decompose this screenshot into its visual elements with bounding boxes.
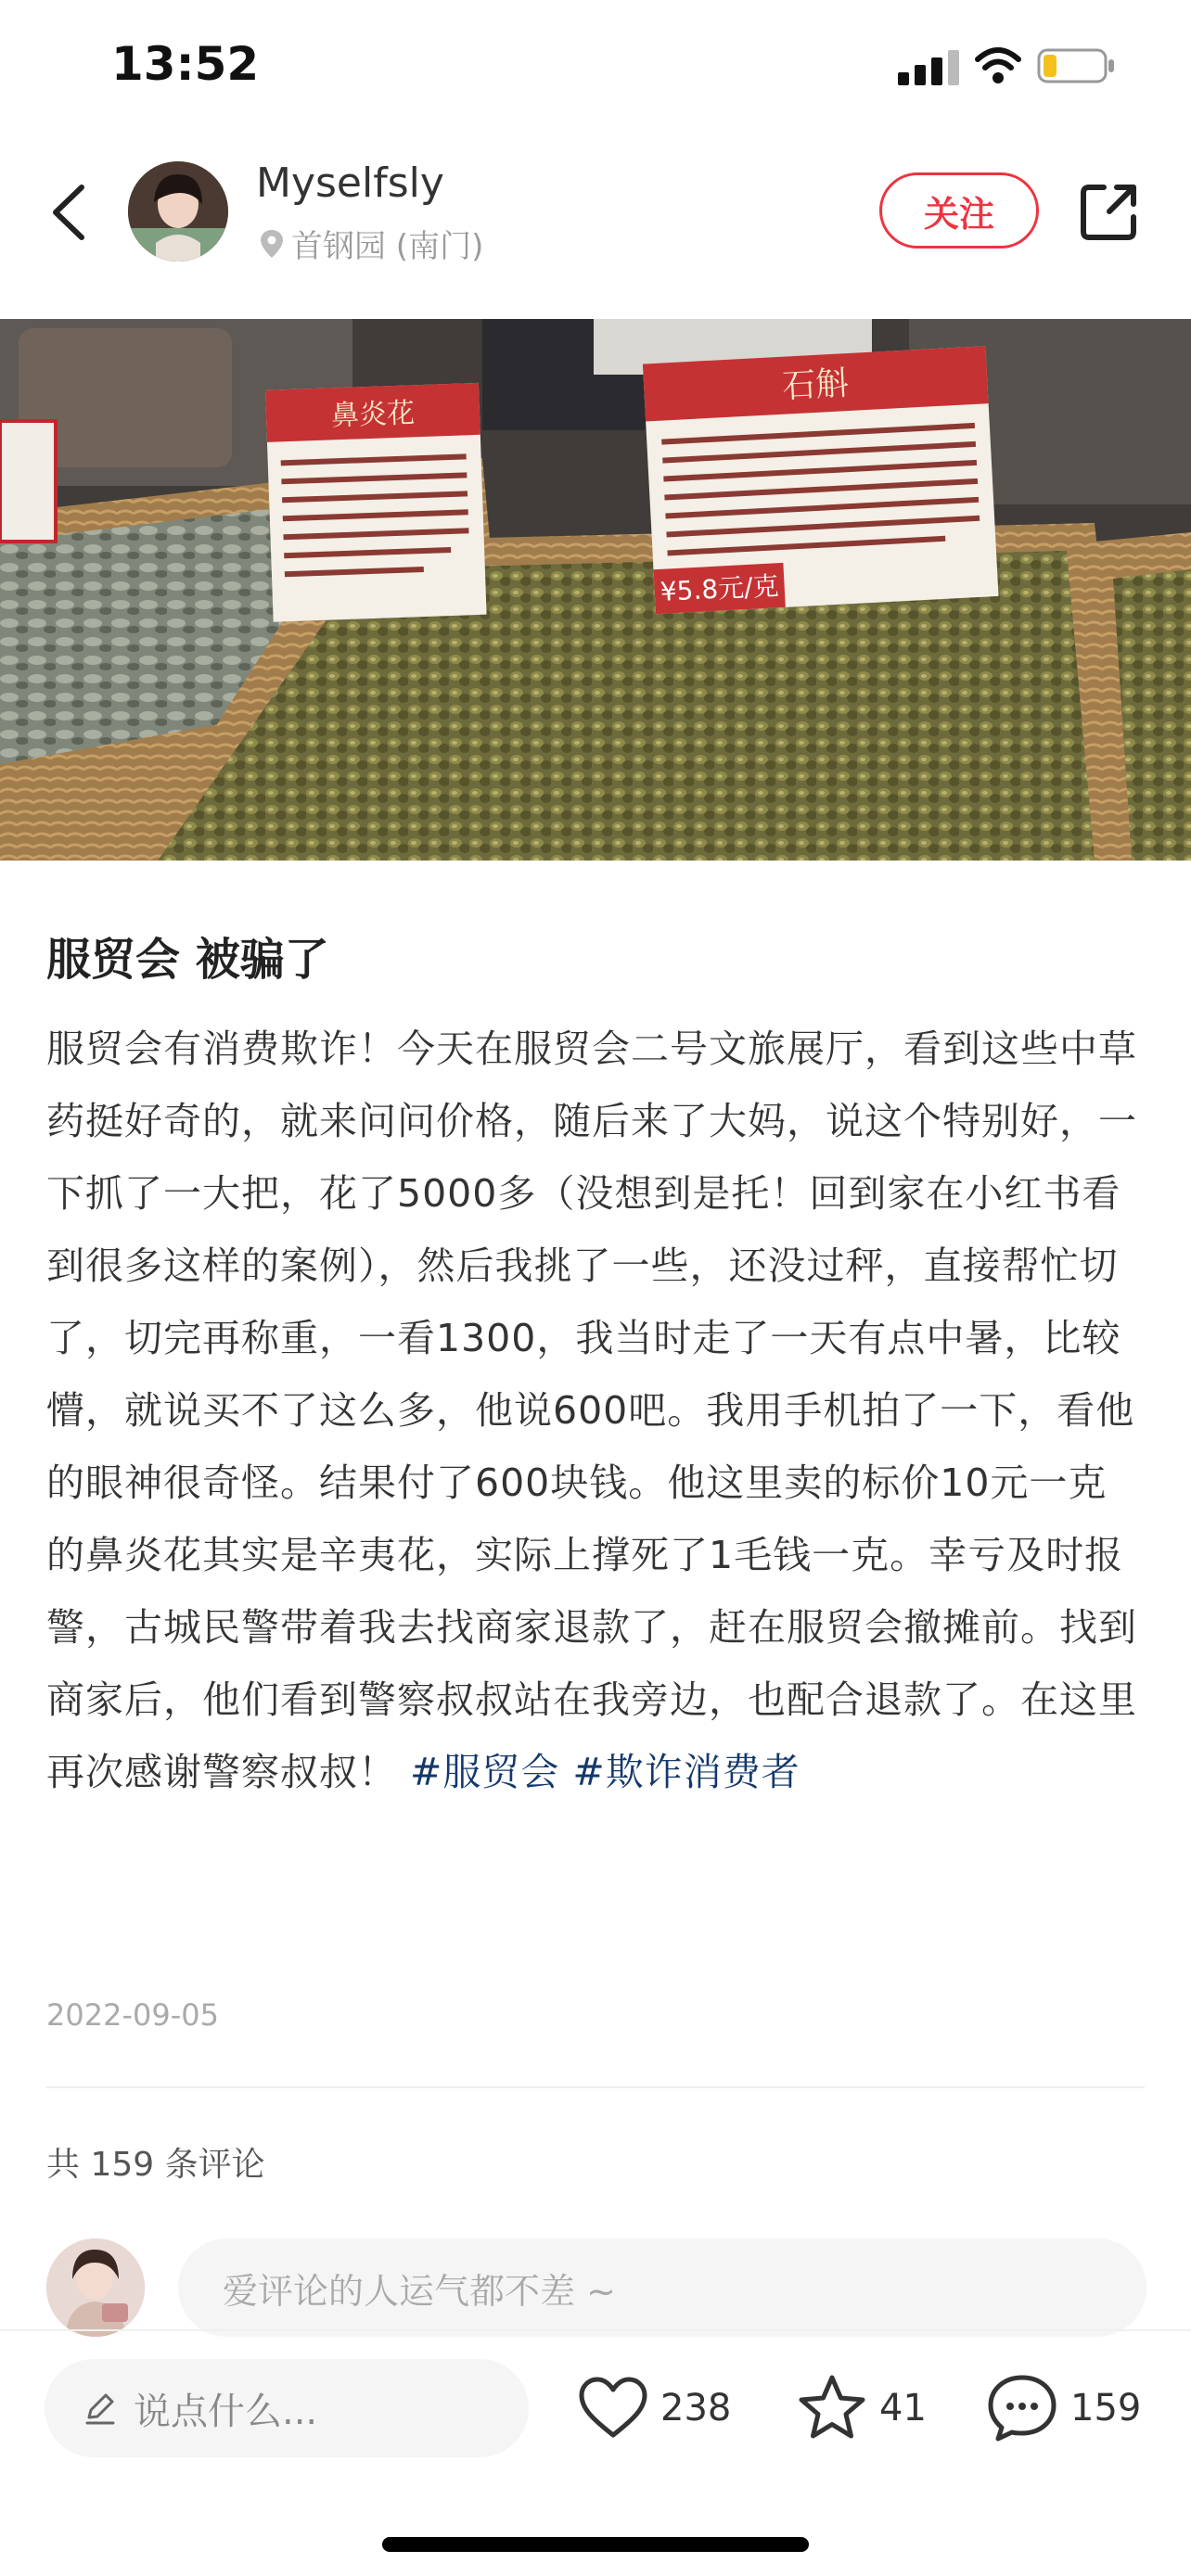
bottom-bar-divider xyxy=(0,2329,1191,2331)
star-icon xyxy=(796,2373,868,2443)
like-count: 238 xyxy=(660,2387,732,2429)
herbs-market-photo xyxy=(0,319,1191,861)
location-pin-icon xyxy=(258,228,286,260)
status-time: 13:52 xyxy=(111,37,260,91)
comment-button[interactable] xyxy=(985,2368,1141,2448)
sign-left-text: 鼻炎花 xyxy=(330,397,416,433)
hashtag-link[interactable]: #服贸会 xyxy=(410,1750,560,1794)
sign-right-text: 石斛 xyxy=(781,363,851,406)
avatar-image xyxy=(128,161,228,261)
heart-icon xyxy=(577,2376,649,2441)
author-avatar[interactable] xyxy=(128,161,228,261)
wifi-icon xyxy=(974,46,1022,85)
signal-icon xyxy=(898,48,976,85)
pencil-icon xyxy=(82,2390,119,2427)
post-photo[interactable] xyxy=(0,319,1191,861)
author-username[interactable]: Myselfsly xyxy=(256,159,444,207)
post-body-text: 服贸会有消费欺诈！今天在服贸会二号文旅展厅，看到这些中草药挺好奇的，就来问问价格，随后来了大妈，说这个特别好，一下抓了一大把，花了5000多（没想到是托！回到家在小红书看到很多这样的案例），然后我挑了一些，还没过秤，直接帮忙切了，切完再称重，一看1300，我当时走了一天有点中暑，比较懵，就说买不了这么多，他说600吧。我用手机拍了一下，看他的眼神很奇怪。结果付了600块钱。他这里卖的标价10元一克的鼻炎花其实是辛夷花，实际上撑死了1毛钱一克。幸亏及时报警，古城民警带着我去找商家退款了，赶在服贸会撤摊前。找到商家后，他们看到警察叔叔站在我旁边，也配合退款了。在这里再次感谢警察叔叔！ xyxy=(46,1027,1137,1794)
collect-button[interactable] xyxy=(796,2368,927,2448)
battery-icon xyxy=(1037,48,1117,83)
follow-button[interactable]: 关注 xyxy=(879,172,1039,249)
post-title: 服贸会 被骗了 xyxy=(46,934,329,986)
share-icon[interactable] xyxy=(1076,178,1143,245)
hashtag-link[interactable]: #欺诈消费者 xyxy=(572,1750,800,1794)
comment-input[interactable]: 爱评论的人运气都不差 ~ xyxy=(178,2238,1146,2337)
comment-count: 共 159 条评论 xyxy=(46,2146,265,2184)
divider xyxy=(46,2086,1145,2088)
comment-count-button: 159 xyxy=(1070,2387,1142,2429)
comment-bubble-icon xyxy=(985,2372,1059,2444)
say-something-placeholder: 说点什么... xyxy=(134,2390,318,2433)
like-button[interactable] xyxy=(577,2368,731,2448)
say-something-input[interactable] xyxy=(45,2359,529,2457)
price-tag-text: ¥5.8元/克 xyxy=(660,570,780,607)
location-text[interactable]: 首钢园 (南门) xyxy=(291,228,484,265)
back-icon[interactable] xyxy=(48,182,89,243)
post-body xyxy=(46,1013,1145,1808)
collect-count: 41 xyxy=(879,2387,927,2429)
home-indicator[interactable] xyxy=(382,2537,809,2552)
post-date: 2022-09-05 xyxy=(46,1997,219,2033)
current-user-avatar-image xyxy=(46,2238,145,2337)
current-user-avatar xyxy=(46,2238,145,2337)
